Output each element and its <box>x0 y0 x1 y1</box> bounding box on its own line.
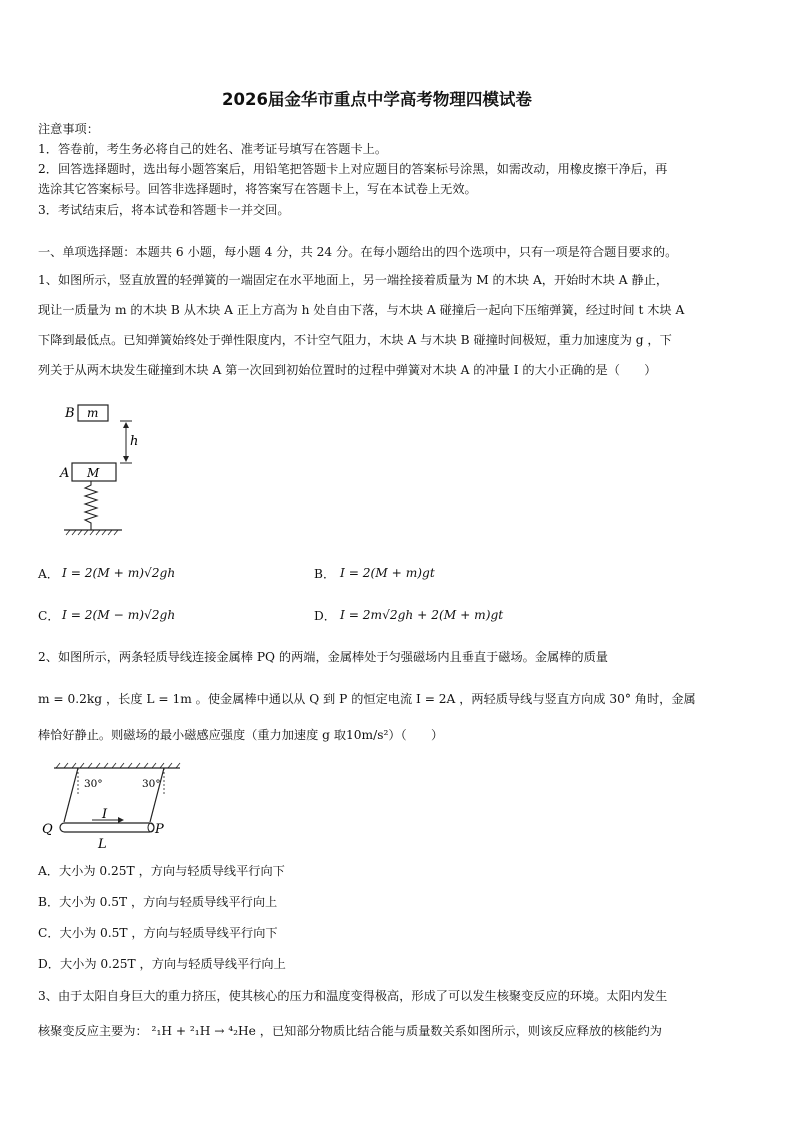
q2-line-2: m = 0.2kg ，长度 L = 1m 。使金属棒中通以从 Q 到 P 的恒定电流 I = 2A ，两轻质导线与竖直方向成 30° 角时，金属 <box>38 692 696 706</box>
q1-line-4: 列关于从两木块发生碰撞到木块 A 第一次回到初始位置时的过程中弹簧对木块 A 的冲量 I 的大小正确的是（ ） <box>38 363 657 377</box>
q2-option-d: D．大小为 0.25T ，方向与轻质导线平行向上 <box>38 957 286 971</box>
q2-line-3: 棒恰好静止。则磁场的最小磁感应强度（重力加速度 g 取10m/s²）（ ） <box>38 728 444 742</box>
length-label: L <box>98 837 107 852</box>
block-a-label: A <box>60 466 70 481</box>
left-wire <box>64 768 78 822</box>
q1-option-a-letter: A． <box>38 567 59 581</box>
notice-item-2-cont: 选涂其它答案标号。回答非选择题时，将答案写在答题卡上，写在本试卷上无效。 <box>38 182 477 196</box>
page-title: 2026届金华市重点中学高考物理四模试卷 <box>222 90 532 109</box>
q1-spring-block-figure <box>60 400 180 540</box>
q2-option-a: A．大小为 0.25T ，方向与轻质导线平行向下 <box>38 864 285 878</box>
q1-option-c-letter: C． <box>38 609 60 623</box>
end-q-label: Q <box>42 822 53 837</box>
q1-option-c: I = 2(M − m)√2gh <box>62 608 176 622</box>
notice-item-3: 3．考试结束后，将本试卷和答题卡一并交回。 <box>38 203 290 217</box>
notice-heading: 注意事项： <box>38 122 99 136</box>
q1-option-b: I = 2(M + m)gt <box>340 566 435 580</box>
q1-option-d-letter: D． <box>314 609 336 623</box>
q1-option-b-letter: B． <box>314 567 336 581</box>
ground-hatch <box>66 530 118 535</box>
block-b-label: B <box>65 406 75 421</box>
notice-item-2: 2．回答选择题时，选出每小题答案后，用铅笔把答题卡上对应题目的答案标号涂黑，如需改动，用橡皮擦干净后，再 <box>38 162 668 176</box>
q2-option-b: B．大小为 0.5T ，方向与轻质导线平行向上 <box>38 895 278 909</box>
q3-line-2: 核聚变反应主要为： ²₁H + ²₁H → ⁴₂He ，已知部分物质比结合能与质量数关系如图所示，则该反应释放的核能约为 <box>38 1024 662 1038</box>
block-b-mass: m <box>87 406 99 420</box>
ceiling-hatch <box>56 763 180 768</box>
q2-line-1: 2、如图所示，两条轻质导线连接金属棒 PQ 的两端，金属棒处于匀强磁场内且垂直于磁场。金属棒的质量 <box>38 650 608 664</box>
angle-right-label: 30° <box>142 778 161 790</box>
end-p-label: P <box>155 822 164 837</box>
spring <box>85 481 97 530</box>
q1-line-1: 1、如图所示，竖直放置的轻弹簧的一端固定在水平地面上，另一端拴接着质量为 M 的木块 A，开始时木块 A 静止， <box>38 273 669 287</box>
current-label: I <box>102 807 108 822</box>
section-heading: 一、单项选择题：本题共 6 小题，每小题 4 分，共 24 分。在每小题给出的四个选项中，只有一项是符合题目要求的。 <box>38 245 678 259</box>
q2-rod-figure <box>40 760 190 852</box>
block-a-mass: M <box>87 466 100 480</box>
q1-option-a: I = 2(M + m)√2gh <box>62 566 176 580</box>
q1-option-d: I = 2m√2gh + 2(M + m)gt <box>340 608 504 622</box>
q1-line-2: 现让一质量为 m 的木块 B 从木块 A 正上方高为 h 处自由下落，与木块 A 碰撞后一起向下压缩弹簧，经过时间 t 木块 A <box>38 303 685 317</box>
angle-left-label: 30° <box>84 778 103 790</box>
q2-option-c: C．大小为 0.5T ，方向与轻质导线平行向下 <box>38 926 278 940</box>
q1-line-3: 下降到最低点。已知弹簧始终处于弹性限度内，不计空气阻力，木块 A 与木块 B 碰撞时间极短，重力加速度为 g ，下 <box>38 333 672 347</box>
metal-rod <box>60 823 154 832</box>
height-label: h <box>130 434 139 449</box>
notice-item-1: 1．答卷前，考生务必将自己的姓名、准考证号填写在答题卡上。 <box>38 142 388 156</box>
right-wire <box>150 768 164 822</box>
q3-line-1: 3、由于太阳自身巨大的重力挤压，使其核心的压力和温度变得极高，形成了可以发生核聚变反应的环境。太阳内发生 <box>38 989 668 1003</box>
